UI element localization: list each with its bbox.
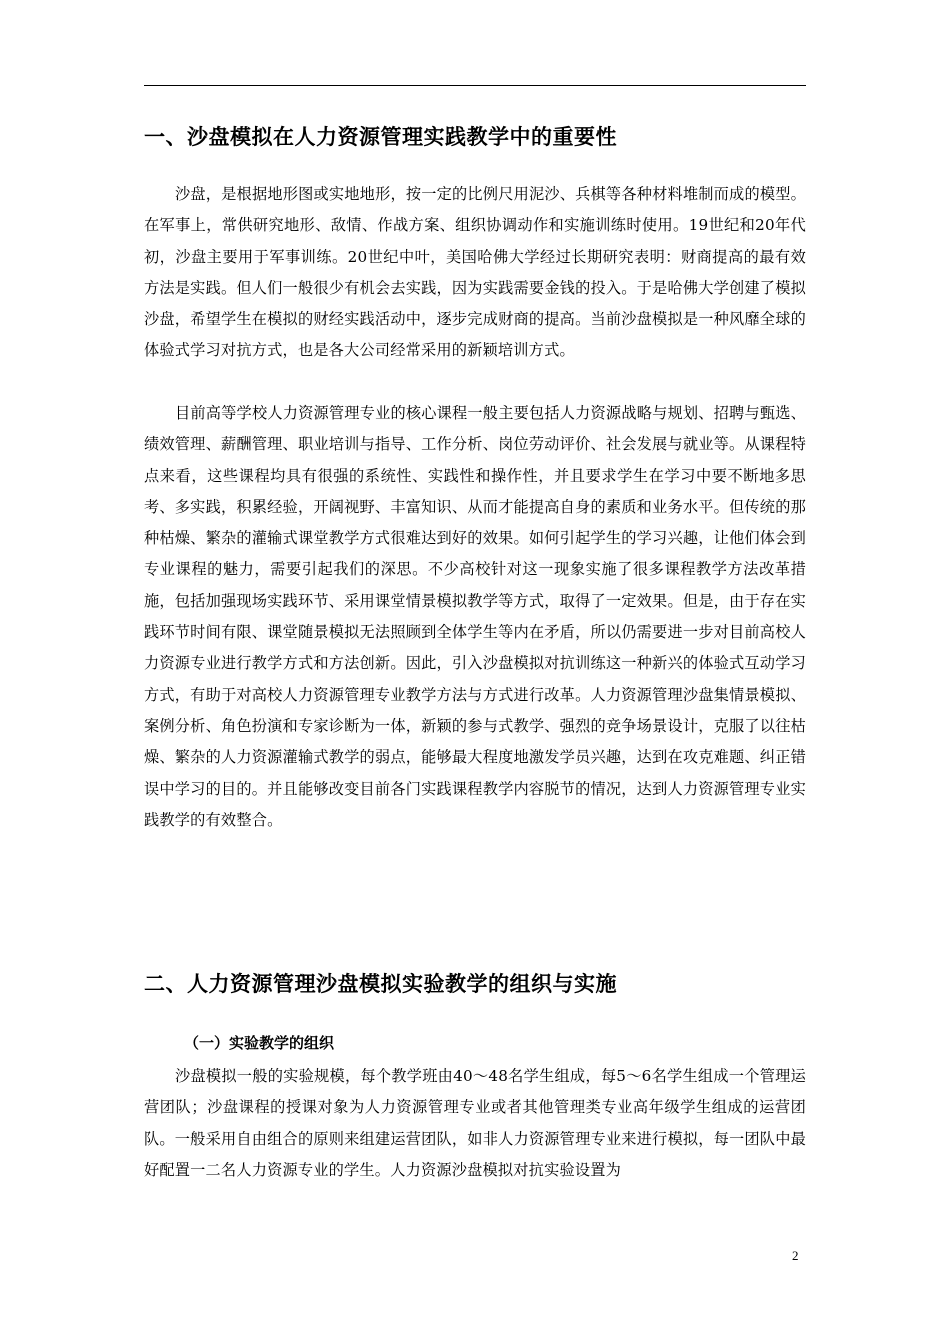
body-paragraph-3: 沙盘模拟一般的实验规模，每个教学班由40～48名学生组成，每5～6名学生组成一个管理运营团队；沙盘课程的授课对象为人力资源管理专业或者其他管理类专业高年级学生组成的运营团队。一般采用自由组合的原则来组建运营团队，如非人力资源管理专业来进行模拟，每一团队中最好配置一二名人力资源专业的学生。人力资源沙盘模拟对抗实验设置为 [144, 1067, 806, 1179]
header-rule [144, 85, 806, 86]
section-heading-2: 二、人力资源管理沙盘模拟实验教学的组织与实施 [144, 972, 617, 996]
page-number: 2 [792, 1248, 799, 1263]
body-paragraph-1: 沙盘，是根据地形图或实地地形，按一定的比例尺用泥沙、兵棋等各种材料堆制而成的模型。在军事上，常供研究地形、敌情、作战方案、组织协调动作和实施训练时使用。19世纪和20年代初，沙盘主要用于军事训练。20世纪中叶，美国哈佛大学经过长期研究表明：财商提高的最有效方法是实践。但人们一般很少有机会去实践，因为实践需要金钱的投入。于是哈佛大学创建了模拟沙盘，希望学生在模拟的财经实践活动中，逐步完成财商的提高。当前沙盘模拟是一种风靡全球的体验式学习对抗方式，也是各大公司经常采用的新颖培训方式。 [144, 185, 806, 360]
section-heading-1: 一、沙盘模拟在人力资源管理实践教学中的重要性 [144, 125, 617, 149]
body-paragraph-2: 目前高等学校人力资源管理专业的核心课程一般主要包括人力资源战略与规划、招聘与甄选、绩效管理、薪酬管理、职业培训与指导、工作分析、岗位劳动评价、社会发展与就业等。从课程特点来看，这些课程均具有很强的系统性、实践性和操作性，并且要求学生在学习中要不断地多思考、多实践，积累经验，开阔视野、丰富知识、从而才能提高自身的素质和业务水平。但传统的那种枯燥、繁杂的灌输式课堂教学方式很难达到好的效果。如何引起学生的学习兴趣，让他们体会到专业课程的魅力，需要引起我们的深思。不少高校针对这一现象实施了很多课程教学方法改革措施，包括加强现场实践环节、采用课堂情景模拟教学等方式，取得了一定效果。但是，由于存在实践环节时间有限、课堂随景模拟无法照顾到全体学生等内在矛盾，所以仍需要进一步对目前高校人力资源专业进行教学方式和方法创新。因此，引入沙盘模拟对抗训练这一种新兴的体验式互动学习方式，有助于对高校人力资源管理专业教学方法与方式进行改革。人力资源管理沙盘集情景模拟、案例分析、角色扮演和专家诊断为一体，新颖的参与式教学、强烈的竞争场景设计，克服了以往枯燥、繁杂的人力资源灌输式教学的弱点，能够最大程度地激发学员兴趣，达到在攻克难题、纠正错误中学习的目的。并且能够改变目前各门实践课程教学内容脱节的情况，达到人力资源管理专业实践教学的有效整合。 [144, 404, 806, 829]
subsection-heading-1: （一）实验教学的组织 [184, 1034, 335, 1052]
